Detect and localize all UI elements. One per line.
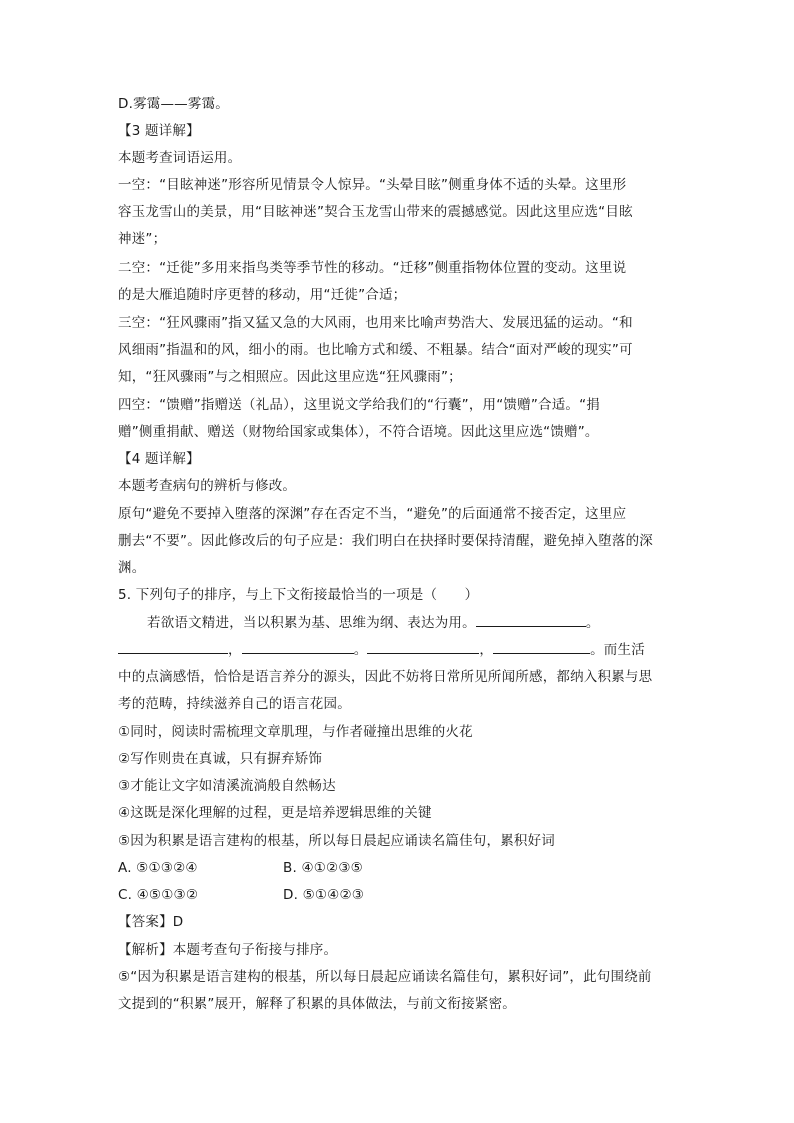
fill-blank [367, 641, 479, 654]
fill-blank [493, 641, 590, 654]
paragraph-line: 知，“狂风骤雨”与之相照应。因此这里应选“狂风骤雨”； [118, 369, 462, 385]
paragraph-line: 的是大雁追随时序更替的移动，用“迁徙”合适； [118, 287, 407, 303]
passage-line-1 [147, 614, 600, 632]
section-heading-3: 【3 题详解】 [118, 123, 200, 139]
paragraph-line: 神迷”； [118, 231, 167, 247]
answer-line: 【答案】D [118, 914, 184, 930]
paragraph-line: ⑤“因为积累是语言建构的根基，所以每日晨起应诵读名篇佳句，累积好词”，此句围绕前 [118, 969, 652, 985]
passage-text: 。 [353, 642, 368, 658]
sentence-item-4: ④这既是深化理解的过程，更是培养逻辑思维的关键 [118, 805, 432, 821]
paragraph-line: 赠”侧重捐献、赠送（财物给国家或集体），不符合语境。因此这里应选“馈赠”。 [118, 424, 599, 440]
question-5-stem: 5. 下列句子的排序，与上下文衔接最恰当的一项是（ ） [118, 587, 479, 603]
options-row-2 [118, 886, 518, 904]
paragraph-line: 三空：“狂风骤雨”指又猛又急的大风雨，也用来比喻声势浩大、发展迅猛的运动。“和 [118, 315, 633, 331]
sentence-item-5: ⑤因为积累是语言建构的根基，所以每日晨起应诵读名篇佳句，累积好词 [118, 833, 556, 849]
passage-text: 。而生活 [590, 642, 645, 658]
paragraph-line: 二空：“迁徙”多用来指鸟类等季节性的移动。“迁移”侧重指物体位置的变动。这里说 [118, 260, 627, 276]
options-row-1 [118, 859, 518, 877]
paragraph-line: 本题考查词语运用。 [118, 150, 242, 166]
paragraph-line: 一空：“目眩神迷”形容所见情景令人惊异。“头晕目眩”侧重身体不适的头晕。这里形 [118, 177, 627, 193]
paragraph-line: 中的点滴感悟，恰恰是语言养分的源头，因此不妨将日常所见所闻所感，都纳入积累与思 [118, 669, 653, 685]
passage-line-2 [118, 641, 645, 659]
option-b: B. ④①②③⑤ [283, 860, 363, 876]
paragraph-line: 文提到的“积累”展开，解释了积累的具体做法，与前文衔接紧密。 [118, 996, 516, 1012]
option-d: D. ⑤①④②③ [283, 887, 365, 903]
paragraph-line: 风细雨”指温和的风，细小的雨。也比喻方式和缓、不粗暴。结合“面对严峻的现实”可 [118, 342, 633, 358]
paragraph-line: 考的范畴，持续滋养自己的语言花园。 [118, 696, 351, 712]
passage-text: ， [479, 642, 494, 658]
fill-blank [118, 641, 228, 654]
fill-blank [242, 641, 354, 654]
paragraph-line: 删去“不要”。因此修改后的句子应是：我们明白在抉择时要保持清醒，避免掉入堕落的深 [118, 533, 653, 549]
sentence-item-2: ②写作则贵在真诚，只有摒弃矫饰 [118, 751, 323, 767]
passage-text: 。 [585, 615, 600, 631]
paragraph-line: 容玉龙雪山的美景，用“目眩神迷”契合玉龙雪山带来的震撼感觉。因此这里应选“目眩 [118, 204, 633, 220]
option-d-line: D.雾霭——雾霭。 [118, 96, 229, 112]
paragraph-line: 原句“避免不要掉入堕落的深渊”存在否定不当，“避免”的后面通常不接否定，这里应 [118, 506, 627, 522]
paragraph-line: 四空：“馈赠”指赠送（礼品），这里说文学给我们的“行囊”，用“馈赠”合适。“捐 [118, 397, 601, 413]
fill-blank [476, 614, 586, 627]
sentence-item-3: ③才能让文字如清溪流淌般自然畅达 [118, 778, 336, 794]
section-heading-4: 【4 题详解】 [118, 451, 200, 467]
analysis-heading: 【解析】本题考查句子衔接与排序。 [118, 942, 338, 958]
paragraph-line: 本题考查病句的辨析与修改。 [118, 478, 297, 494]
passage-text: 若欲语文精进，当以积累为基、思维为纲、表达为用。 [147, 615, 476, 631]
paragraph-line: 渊。 [118, 560, 146, 576]
option-a: A. ⑤①③②④ [118, 860, 198, 876]
passage-text: ， [228, 642, 242, 658]
sentence-item-1: ①同时，阅读时需梳理文章肌理，与作者碰撞出思维的火花 [118, 724, 473, 740]
option-c: C. ④⑤①③② [118, 887, 199, 903]
